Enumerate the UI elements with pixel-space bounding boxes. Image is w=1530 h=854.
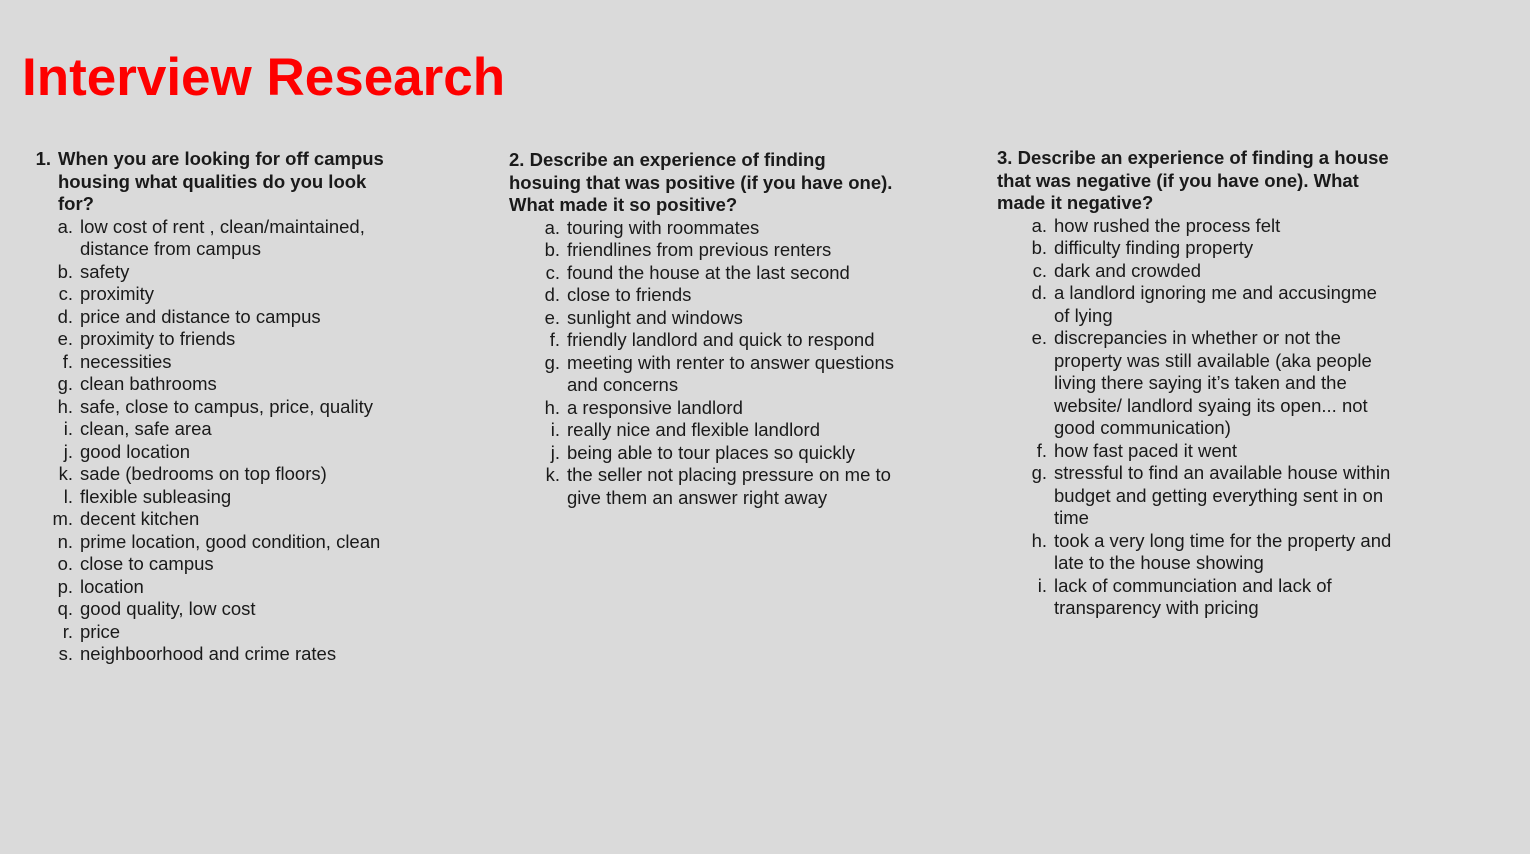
- answer-item: [51, 351, 429, 374]
- answer-item: [1026, 462, 1397, 530]
- question-text: When you are looking for off campus housing what qualities do you look for?: [58, 148, 384, 214]
- answer-item: [51, 553, 429, 576]
- answer-letter: c.: [545, 261, 560, 283]
- answer-text: clean bathrooms: [80, 373, 217, 394]
- answer-text: safe, close to campus, price, quality: [80, 395, 374, 417]
- answer-text: friendlines from previous renters: [567, 239, 832, 260]
- answer-text: safety: [80, 260, 130, 282]
- answer-item: [51, 441, 429, 464]
- answer-list: [51, 216, 429, 666]
- answer-text: how rushed the process felt: [1054, 214, 1281, 236]
- answer-text: necessities: [80, 350, 172, 372]
- answer-item: [51, 396, 429, 419]
- question-block-1: [29, 148, 429, 666]
- question-heading: [997, 147, 1397, 215]
- question-text: [509, 149, 901, 217]
- answer-letter: p.: [57, 575, 73, 597]
- answer-letter: h.: [57, 395, 73, 417]
- answer-item: [538, 284, 909, 307]
- answer-item: [51, 576, 429, 599]
- answer-letter: r.: [62, 620, 73, 642]
- answer-text: low cost of rent , clean/maintained, distance from campus: [80, 215, 365, 259]
- answer-letter: k.: [58, 463, 73, 484]
- answer-letter: j.: [63, 440, 73, 462]
- answer-item: [51, 621, 429, 644]
- answer-letter: b.: [57, 260, 73, 282]
- answer-item: [51, 373, 429, 396]
- answer-letter: b.: [1031, 237, 1047, 258]
- answer-text: price and distance to campus: [80, 305, 321, 327]
- answer-text: touring with roommates: [567, 216, 760, 238]
- answer-item: [538, 397, 909, 420]
- answer-text: close to friends: [567, 284, 692, 305]
- answer-text: good location: [80, 440, 191, 462]
- answer-letter: g.: [1031, 462, 1047, 483]
- answer-letter: a.: [1031, 214, 1047, 236]
- answer-item: [51, 486, 429, 509]
- answer-text: being able to tour places so quickly: [567, 441, 855, 463]
- answer-item: [51, 216, 429, 261]
- answer-item: [538, 262, 909, 285]
- answer-text: really nice and flexible landlord: [567, 419, 820, 440]
- answer-text: good quality, low cost: [80, 598, 256, 619]
- question-body: Describe an experience of finding hosuing that was positive (if you have one). What made it so positive?: [509, 149, 893, 215]
- answer-text: flexible subleasing: [80, 485, 232, 507]
- answer-item: [51, 463, 429, 486]
- answer-letter: s.: [58, 643, 73, 664]
- question-heading: [509, 149, 909, 217]
- question-block-3: [997, 147, 1397, 620]
- answer-text: price: [80, 620, 121, 642]
- question-heading: [29, 148, 429, 216]
- answer-letter: i.: [1037, 574, 1047, 596]
- answer-item: [51, 531, 429, 554]
- answer-item: [1026, 260, 1397, 283]
- answer-text: lack of communciation and lack of transparency with pricing: [1054, 574, 1332, 618]
- answer-letter: g.: [544, 351, 560, 373]
- answer-letter: k.: [545, 464, 560, 485]
- answer-item: [538, 442, 909, 465]
- question-block-2: [509, 149, 909, 509]
- answer-text: stressful to find an available house within budget and getting everything sent in on time: [1054, 462, 1391, 528]
- answer-item: [51, 283, 429, 306]
- answer-text: difficulty finding property: [1054, 237, 1254, 258]
- answer-letter: f.: [549, 329, 560, 350]
- answer-letter: c.: [1032, 259, 1047, 281]
- answer-letter: b.: [544, 239, 560, 260]
- answer-text: how fast paced it went: [1054, 439, 1238, 461]
- answer-letter: f.: [1036, 439, 1047, 461]
- answer-item: [538, 307, 909, 330]
- answer-text: decent kitchen: [80, 508, 200, 529]
- answer-letter: h.: [1031, 529, 1047, 551]
- answer-letter: f.: [62, 350, 73, 372]
- answer-item: [1026, 327, 1397, 440]
- answer-text: a landlord ignoring me and accusingme of lying: [1054, 282, 1377, 326]
- answer-text: sade (bedrooms on top floors): [80, 463, 327, 484]
- question-number: 3.: [997, 147, 1013, 168]
- answer-letter: j.: [550, 441, 560, 463]
- answer-letter: c.: [58, 283, 73, 304]
- answer-letter: d.: [544, 284, 560, 305]
- answer-text: prime location, good condition, clean: [80, 530, 381, 552]
- answer-letter: e.: [57, 328, 73, 349]
- answer-item: [1026, 237, 1397, 260]
- answer-item: [1026, 282, 1397, 327]
- answer-item: [51, 508, 429, 531]
- answer-item: [1026, 215, 1397, 238]
- answer-letter: a.: [57, 215, 73, 237]
- answer-item: [1026, 530, 1397, 575]
- answer-letter: d.: [1031, 282, 1047, 303]
- answer-letter: q.: [57, 598, 73, 619]
- answer-item: [538, 239, 909, 262]
- answer-item: [538, 352, 909, 397]
- answer-item: [1026, 440, 1397, 463]
- answer-text: meeting with renter to answer questions and concerns: [567, 351, 895, 395]
- answer-letter: g.: [57, 373, 73, 394]
- answer-text: friendly landlord and quick to respond: [567, 329, 875, 350]
- answer-item: [538, 217, 909, 240]
- answer-text: location: [80, 575, 144, 597]
- slide-title: Interview Research: [22, 48, 506, 107]
- answer-text: the seller not placing pressure on me to give them an answer right away: [567, 464, 891, 508]
- question-text: [997, 147, 1389, 215]
- answer-item: [538, 464, 909, 509]
- answer-list: [538, 217, 909, 510]
- answer-item: [538, 419, 909, 442]
- answer-text: a responsive landlord: [567, 396, 743, 418]
- answer-letter: e.: [544, 306, 560, 328]
- answer-letter: i.: [63, 418, 73, 439]
- answer-item: [1026, 575, 1397, 620]
- answer-letter: n.: [57, 530, 73, 552]
- question-number: 1.: [35, 148, 51, 169]
- answer-letter: l.: [63, 485, 73, 507]
- answer-item: [51, 598, 429, 621]
- question-body: Describe an experience of finding a house that was negative (if you have one). What made it negative?: [997, 147, 1389, 213]
- answer-text: proximity: [80, 283, 155, 304]
- answer-letter: i.: [550, 419, 560, 440]
- answer-letter: o.: [57, 553, 73, 574]
- answer-item: [51, 306, 429, 329]
- answer-item: [538, 329, 909, 352]
- answer-item: [51, 328, 429, 351]
- answer-text: clean, safe area: [80, 418, 212, 439]
- answer-text: found the house at the last second: [567, 261, 850, 283]
- answer-text: close to campus: [80, 553, 214, 574]
- answer-text: discrepancies in whether or not the property was still available (aka people living there saying it’s taken and the website/ landlord syaing its open... not good communication): [1054, 327, 1372, 438]
- answer-item: [51, 418, 429, 441]
- answer-item: [51, 261, 429, 284]
- answer-letter: e.: [1031, 327, 1047, 348]
- answer-text: proximity to friends: [80, 328, 236, 349]
- answer-letter: h.: [544, 396, 560, 418]
- question-number: 2.: [509, 149, 525, 170]
- answer-letter: a.: [544, 216, 560, 238]
- answer-text: dark and crowded: [1054, 259, 1202, 281]
- answer-text: sunlight and windows: [567, 306, 743, 328]
- answer-letter: m.: [52, 508, 73, 529]
- answer-item: [51, 643, 429, 666]
- answer-text: neighboorhood and crime rates: [80, 643, 337, 664]
- answer-text: took a very long time for the property and late to the house showing: [1054, 529, 1392, 573]
- answer-letter: d.: [57, 305, 73, 327]
- answer-list: [1026, 215, 1397, 620]
